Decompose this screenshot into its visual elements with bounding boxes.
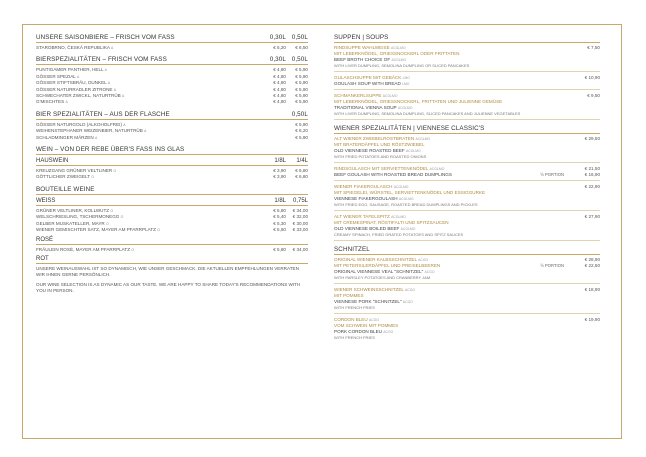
- house-wine-section: [36, 146, 308, 181]
- wine-note-de: UNSERE WEINAUSWAHL IST SO DYNAMISCH, WIE UNSER GESCHMACK. DIE AKTUELLEN EMPFEHLUNGEN VERRATEN WIR IHNEN GERNE PERSÖNLICH.: [36, 265, 299, 277]
- menu-row: WEIHENSTEPHANER WEIZENBIER, NATURTRÜB A € 6,20: [36, 128, 308, 134]
- subsection-header: WEISS 1/8L 0,75L: [36, 197, 308, 204]
- menu-item: ALT WIENER ZWIEBELROSTBRATEN ACGLMO € 29,50 MIT BRATERDÄPFEL UND RÖSTZWIEBEL OLD VIENNESE ROASTED BEEF ACGLMO WITH FRIED POTATOES AND ROASTED ONIONS: [334, 136, 600, 163]
- soups-section: [334, 34, 600, 120]
- menu-item: WIENER FIAKERGULASCH ACGLMO € 22,90 MIT SPIEGELEI, WÜRSTEL, SERVIETTENKNÖDEL UND ESSIGGURKE VIENNESE FIAKERGOULASH ACGLMO WITH FRIED EGG, SAUSAGE, ROASTED BREAD DUMPLINGS AND PICKLES: [334, 184, 600, 211]
- seasonal-beers-section: [36, 34, 308, 51]
- menu-row: [36, 45, 308, 51]
- section-title: SCHNITZEL: [334, 246, 370, 253]
- section-header: [36, 34, 308, 43]
- item-name: STAROBRNO, ČESKÁ REPUBLIKA A: [36, 45, 114, 50]
- section-header: [334, 246, 600, 255]
- menu-item: SCHMANKERLSUPPE ACGLMO € 9,50 MIT LEBERKNÖDEL, GRIESSNOCKERL, FRITTATEN UND JULIENNE GEMÜSE TRADITIONAL VIENNA SOUP ACGLMO WITH LIVER DUMPLING, SEMOLINA DUMPLING, SLICED PANCAKES AND JULIENNE VEGETABLES: [334, 93, 600, 120]
- menu-row: SCHLADMINGER MÄRZEN A € 5,90: [36, 134, 308, 140]
- section-title: SUPPEN | SOUPS: [334, 34, 389, 41]
- menu-item: GULASCHSUPPE MIT GEBÄCK LMO € 10,90 GOULASH SOUP WITH BREAD LMO: [334, 75, 600, 90]
- subsection-header: ROT: [36, 256, 308, 264]
- col-header: 0,30L: [269, 56, 286, 64]
- menu-row: GÖSSER STIFTSBRÄU, DUNKEL A € 4,80 € 5,90: [36, 80, 308, 86]
- menu-row: GELBER MUSKATELLER, MAYR O € 5,30 € 30,00: [36, 220, 308, 226]
- section-title: BOUTEILLE WEINE: [36, 185, 95, 193]
- classics-section: [334, 125, 600, 241]
- section-title: WIENER SPEZIALITÄTEN | VIENNESE CLASSIC'S: [334, 125, 485, 132]
- section-header: [334, 125, 600, 134]
- menu-row: G'MISCHTES A € 4,80 € 5,90: [36, 99, 308, 105]
- bottled-wine-section: [36, 186, 308, 294]
- food-column: [334, 34, 600, 348]
- menu-item: ALT WIENER TAFELSPITZ ACGLMO € 27,90 MIT CREMESPINAT, RÖSTIFALTI UND SPITZSAUCEN OLD VIENNESE BOILED BEEF ACGLMO CREAMY SPINACH, FRIED GRATED POTATOES AND SPITZ SAUCES: [334, 214, 600, 241]
- section-title: BIERSPEZIALITÄTEN – FRISCH VOM FASS: [36, 56, 167, 64]
- col-header: 0,50L: [291, 56, 308, 64]
- menu-row: WELSCHRIESLING, TSCHERMONEGG O € 5,40 € 32,00: [36, 214, 308, 220]
- price: € 6,50: [295, 45, 308, 50]
- drinks-column: [36, 34, 308, 299]
- menu-row: WIENER GEMISCHTER SATZ, MAYER AM PFARRPLATZ O € 5,60 € 33,00: [36, 227, 308, 233]
- col-header: 0,50L: [291, 34, 308, 41]
- menu-row: GRÜNER VELTLINER, KOLLWUTZ O € 5,80 € 34,00: [36, 207, 308, 213]
- price: € 5,20: [273, 45, 286, 50]
- menu-item: ORIGINAL WIENER KALBSSCHNITZEL ACGO € 28,90 MIT PETERSILERDÄPFEL UND PREISELBEEREN ½ PORTION € 22,50 ORIGINAL VIENNESE VEAL "SCHNITZEL" ACGO WITH PARSLEY POTATOES AND CRANBERRY JAM: [334, 257, 600, 284]
- menu-item: RINDSGULASCH MIT SERVIETTENKNÖDEL ACGLMO € 21,50 BEEF GOULASH WITH ROASTED BREAD DUMPLINGS ½ PORTION € 16,90: [334, 166, 600, 181]
- menu-row: FRÄULEIN ROSÉ, MAYER AM PFARRPLATZ O € 5,80 € 34,00: [36, 246, 308, 252]
- bottled-beers-section: [36, 111, 308, 141]
- menu-item: RINDSUPPE WAHLWEISE ACGLMO € 7,50 MIT LEBERKNÖDEL, GRIESSNOCKERL ODER FRITTATEN BEEF BROTH CHOICE OF ACGLMO WITH LIVER DUMPLING, SEMOLINA DUMPLING OR SLICED PANCAKES: [334, 45, 600, 72]
- section-header: [36, 146, 308, 155]
- col-header: 0,50L: [291, 110, 308, 118]
- menu-row: GÖTTLICHER ZWEIGELT O € 3,90 € 6,80: [36, 174, 308, 180]
- section-header: [36, 111, 308, 120]
- menu-row: GÖSSER SPEZIAL A € 4,80 € 5,90: [36, 73, 308, 79]
- menu-row: SCHWECHATER ZWICKL, NATURTRÜB A € 4,80 € 5,90: [36, 93, 308, 99]
- schnitzel-section: [334, 246, 600, 343]
- menu-row: GÖSSER NATURGOLD (ALKOHOLFREI) A € 5,90: [36, 121, 308, 127]
- section-title: UNSERE SAISONBIERE – FRISCH VOM FASS: [36, 34, 175, 41]
- menu-row: KREUZGANG GRÜNER VELTLINER O € 3,90 € 6,80: [36, 168, 308, 174]
- subsection-header: HAUSWEIN 1/8L 1/4L: [36, 158, 308, 165]
- menu-item: CORDON BLEU ACGO € 19,90 VOM SCHWEIN MIT POMMES PORK CORDON BLEU ACGO WITH FRENCH FRIES: [334, 317, 600, 340]
- subsection-header: ROSÉ: [36, 237, 308, 245]
- section-header: [334, 34, 600, 43]
- menu-row: PUNTIGAMER PANTHER, HELL A € 4,80 € 5,90: [36, 67, 308, 73]
- section-header: [36, 186, 308, 195]
- section-title: WEIN – VON DER REBE ÜBER'S FASS INS GLAS: [36, 146, 185, 154]
- menu-item: WIENER SCHWEINSSCHNITZEL ACGO € 18,90 MIT POMMES VIENNESE PORK "SCHNITZEL" ACGO WITH FRENCH FRIES: [334, 287, 600, 314]
- section-title: BIER SPEZIALITÄTEN – AUS DER FLASCHE: [36, 110, 170, 118]
- section-header: [36, 56, 308, 65]
- wine-note-en: OUR WINE SELECTION IS AS DYNAMIC AS OUR TASTE. WE ARE HAPPY TO SHARE TODAY'S RECOMMENDATIONS WITH YOU IN PERSON.: [36, 281, 301, 293]
- draft-beers-section: [36, 56, 308, 105]
- menu-row: GÖSSER NATURRADLER ZITRONE A € 4,80 € 5,90: [36, 86, 308, 92]
- col-header: 0,30L: [269, 34, 286, 41]
